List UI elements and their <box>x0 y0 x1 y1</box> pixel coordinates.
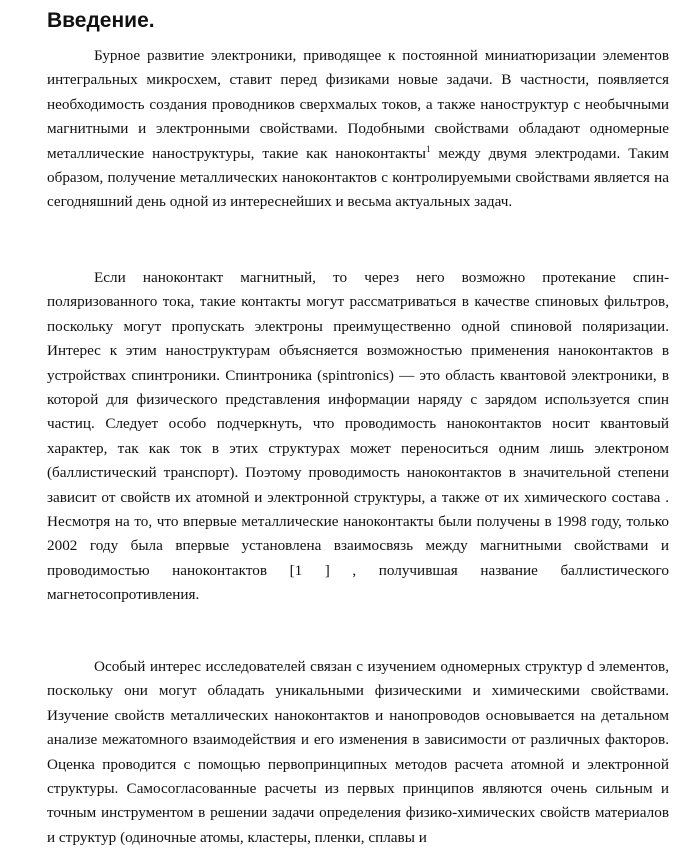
paragraph-1-text: Бурное развитие электроники, приводящее к постоянной миниатюризации элементов интегральных микросхем, ставит перед физиками новые задачи. В частности, появляется необходимость создания проводников сверхмалых токов, а также наноструктур с необычными магнитными и электронными свойствами. Подобными свойствами обладают одномерные металлические наноструктуры, такие как наноконтакты <box>47 47 669 162</box>
paragraph-1-continuation: между двумя электродами. Таким образом, получение металлических наноконтактов с контролируемыми свойствами является на сегодняшний день одной из интереснейших и весьма актуальных задач. <box>47 144 669 211</box>
paragraph-3: Особый интерес исследователей связан с изучением одномерных структур d элементов, поскольку они могут обладать уникальными физическими и химическими свойствами. Изучение свойств металлических наноконтактов и нанопроводов основывается на детальном анализе межатомного взаимодействия и его изменения в зависимости от различных факторов. Оценка проводится с помощью первопринципных методов расчета атомной и электронной структуры. Самосогласованные расчеты из первых принципов являются очень сильным и точным инструментом в решении задачи определения физико-химических свойств материалов и структур (одиночные атомы, кластеры, пленки, сплавы и <box>47 658 669 846</box>
section-heading: Введение. <box>47 9 155 32</box>
footnote-mark[interactable]: 1 <box>425 143 431 154</box>
paragraph-1 <box>47 44 669 215</box>
paragraph-2: Если наноконтакт магнитный, то через него возможно протекание спин-поляризованного тока, такие контакты могут рассматриваться в качестве спиновых фильтров, поскольку могут пропускать электроны преимущественно одной спиновой поляризации. Интерес к этим наноструктурам объясняется возможностью применения наноконтактов в устройствах спинтроники. Спинтроника (spintronics) — это область квантовой электроники, в которой для физического представления информации наряду с зарядом используется спин частиц. Следует особо подчеркнуть, что проводимость наноконтактов носит квантовый характер, так как ток в этих структурах может переноситься одним лишь электроном (баллистический транспорт). Поэтому проводимость наноконтактов в значительной степени зависит от свойств их атомной и электронной структуры, а также от их химического состава . Несмотря на то, что впервые металлические наноконтакты были получены в 1998 году, только 2002 году была впервые установлена взаимосвязь между магнитными свойствами и проводимостью наноконтактов [1 ] , получившая название баллистического магнетосопротивления. <box>47 269 669 604</box>
